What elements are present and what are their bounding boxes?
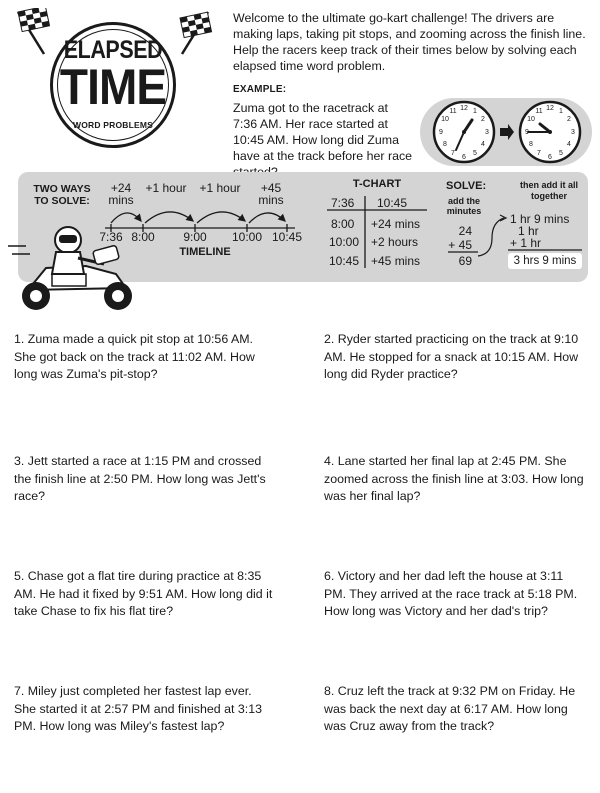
timeline-step: +24 mins [108, 181, 134, 207]
t-chart-cell: +45 mins [371, 254, 421, 268]
checkered-flag-icon [10, 8, 50, 56]
t-chart-method [327, 178, 427, 268]
svg-text:9: 9 [439, 129, 443, 136]
intro-text: Welcome to the ultimate go-kart challenge! The drivers are making laps, taking pit stops, and zooming across the finish line. Help the racers keep track of their times below by solving each elapsed time word problem. [233, 11, 586, 73]
svg-text:1: 1 [473, 108, 477, 115]
solve-answer: 3 hrs 9 mins [508, 253, 582, 269]
svg-text:2: 2 [481, 116, 485, 123]
timeline-time: 9:00 [183, 230, 207, 244]
logo-title-time: TIME [59, 59, 167, 115]
timeline-step: +45 mins [258, 181, 284, 207]
example-label: EXAMPLE: [233, 84, 287, 95]
svg-text:6: 6 [462, 154, 466, 161]
t-chart-cell: 8:00 [331, 217, 355, 231]
svg-text:3: 3 [571, 129, 575, 136]
checkered-flag-icon [176, 8, 216, 56]
timeline-arrows [95, 178, 315, 238]
t-chart-cell: +2 hours [371, 235, 419, 249]
logo-title-elapsed: ELAPSED [63, 36, 163, 64]
timeline-label: TIMELINE [179, 246, 231, 258]
solve-add-together-label: then add it all together [519, 180, 578, 201]
timeline-time: 10:00 [231, 230, 263, 244]
solve-together-line: 1 hr [518, 224, 539, 238]
example-text: Zuma got to the racetrack at 7:36 AM. Her race started at 10:45 AM. How long did Zuma have at the track before her race [233, 101, 413, 163]
problem-4: 4. Lane started her final lap at 2:45 PM. She zoomed across the finish line at 3:03. How long was her final lap? [324, 454, 584, 503]
timeline-time: 8:00 [131, 230, 155, 244]
solve-minutes-a: 24 [458, 224, 472, 238]
timeline-time: 10:45 [271, 230, 303, 244]
svg-text:12: 12 [460, 105, 468, 112]
solve-minutes-b: + 45 [448, 238, 472, 252]
svg-text:5: 5 [473, 150, 477, 157]
solve-add-minutes-label: add the minutes [446, 196, 482, 216]
svg-text:4: 4 [567, 141, 571, 148]
problem-7: 7. Miley just completed her fastest lap ever. She started it at 2:57 PM and finished at 3:13 PM. How long was Miley's fastest lap? [14, 684, 262, 733]
svg-text:11: 11 [535, 108, 543, 115]
t-chart-cell: 10:45 [329, 254, 360, 268]
svg-text:9: 9 [525, 129, 529, 136]
timeline-step: +1 hour [145, 181, 187, 195]
problem-1: 1. Zuma made a quick pit stop at 10:56 AM. She got back on the track at 11:02 AM. How long was Zuma's pit-stop? [14, 332, 255, 381]
logo [10, 8, 215, 158]
svg-text:12: 12 [546, 105, 554, 112]
solve-together-line: + 1 hr [510, 236, 542, 250]
end-clock-icon [520, 102, 580, 162]
svg-text:4: 4 [481, 141, 485, 148]
start-clock-icon [434, 102, 494, 162]
svg-text:8: 8 [443, 141, 447, 148]
timeline-time: 7:36 [99, 230, 123, 244]
logo-subtitle: WORD PROBLEMS [72, 120, 154, 130]
arrow-right-icon [500, 124, 514, 140]
svg-text:5: 5 [559, 150, 563, 157]
svg-text:3: 3 [485, 129, 489, 136]
solve-minutes-sum: 69 [458, 254, 472, 268]
svg-text:11: 11 [449, 108, 457, 115]
t-chart-cell: 10:00 [329, 235, 360, 249]
svg-text:1: 1 [559, 108, 563, 115]
svg-text:7: 7 [537, 150, 541, 157]
two-ways-label: TWO WAYS TO SOLVE: [33, 183, 91, 207]
svg-text:10: 10 [441, 116, 449, 123]
problem-3: 3. Jett started a race at 1:15 PM and crossed the finish line at 2:50 PM. How long was Jett's race? [14, 454, 266, 503]
t-chart-title: T-CHART [352, 178, 402, 190]
timeline-method [95, 178, 315, 268]
solve-method [438, 178, 588, 272]
problem-6: 6. Victory and her dad left the house at 3:11 PM. They arrived at the race track at 5:18 PM. How long was Victory and her dad's trip? [324, 569, 578, 618]
svg-text:2: 2 [567, 116, 571, 123]
t-chart-cell: +24 mins [371, 217, 421, 231]
solve-together-line: 1 hr 9 mins [510, 212, 570, 226]
problem-5: 5. Chase got a flat tire during practice at 8:35 AM. He had it fixed by 9:51 AM. How long did it take Chase to fix his flat tire? [14, 569, 273, 618]
svg-text:10: 10 [527, 116, 535, 123]
problem-8: 8. Cruz left the track at 9:32 PM on Friday. He was back the next day at 6:17 AM. How long was Cruz away from the track? [324, 684, 576, 733]
t-chart-cell: 10:45 [377, 196, 408, 210]
example-clocks [420, 98, 592, 166]
svg-text:6: 6 [548, 154, 552, 161]
t-chart-cell: 7:36 [331, 196, 355, 210]
problem-2: 2. Ryder started practicing on the track at 9:10 AM. He stopped for a snack at 10:15 AM. How long did Ryder practice? [324, 332, 579, 381]
timeline-step: +1 hour [199, 181, 241, 195]
svg-text:8: 8 [529, 141, 533, 148]
svg-text:7: 7 [451, 150, 455, 157]
solve-title: SOLVE: [446, 180, 487, 192]
